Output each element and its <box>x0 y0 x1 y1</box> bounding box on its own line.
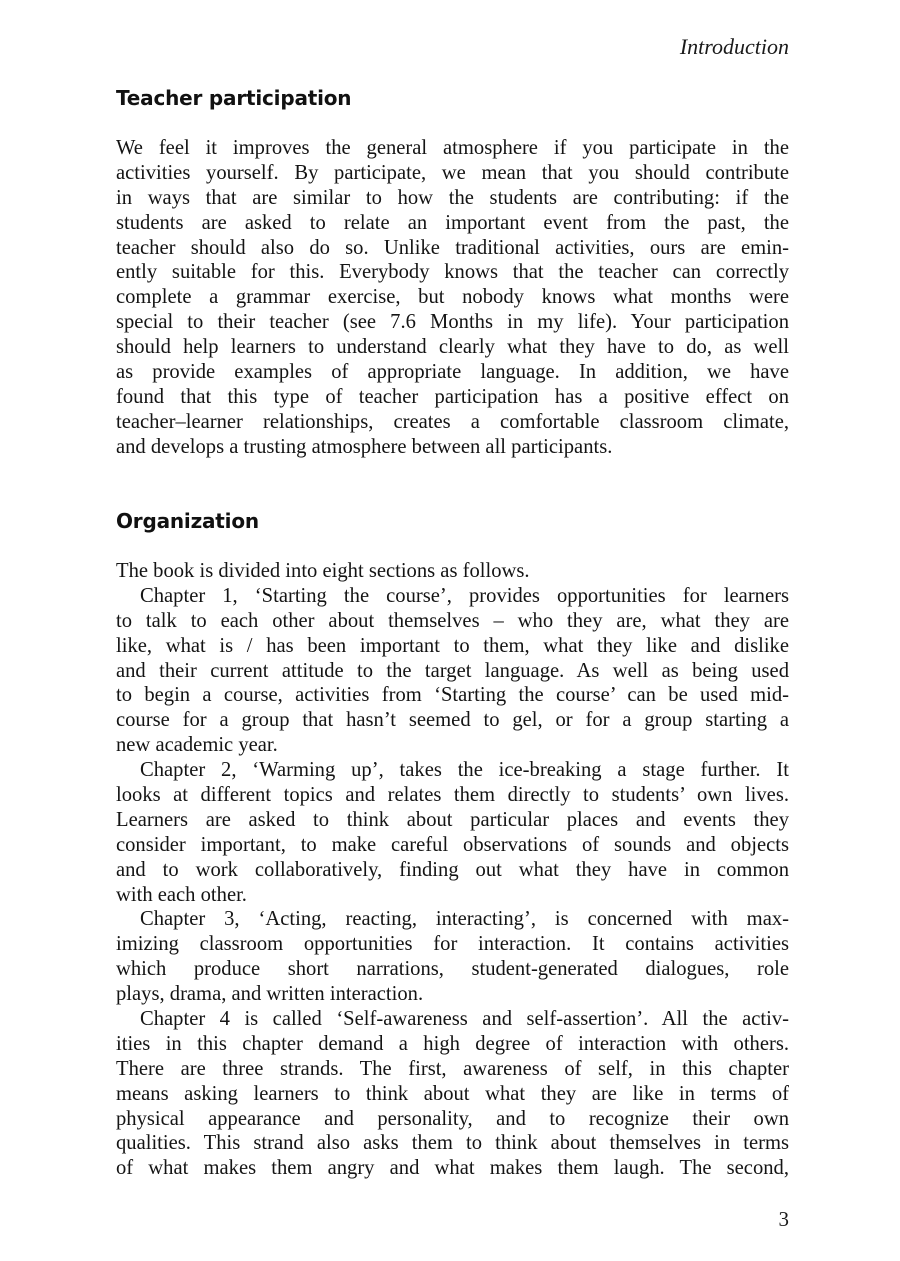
text-line: qualities. This strand also asks them to think about themselves in terms <box>116 1132 789 1155</box>
organization-body <box>116 559 789 1181</box>
text-line: Chapter 2, ‘Warming up’, takes the ice-breaking a stage further. It <box>140 759 789 782</box>
page-number: 3 <box>778 1207 789 1231</box>
text-line: Chapter 3, ‘Acting, reacting, interacting’, is concerned with max- <box>140 908 789 931</box>
teacher-participation-body <box>116 136 789 460</box>
text-line: special to their teacher (see 7.6 Months in my life). Your participation <box>116 311 789 334</box>
text-line: ities in this chapter demand a high degree of interaction with others. <box>116 1032 789 1055</box>
text-line: Learners are asked to think about particular places and events they <box>116 808 789 831</box>
text-line: in ways that are similar to how the students are contributing: if the <box>116 186 789 209</box>
running-head: Introduction <box>679 34 789 59</box>
text-line: There are three strands. The first, awareness of self, in this chapter <box>116 1057 789 1080</box>
text-line: plays, drama, and written interaction. <box>116 983 424 1006</box>
text-line: activities yourself. By participate, we mean that you should contribute <box>116 161 789 184</box>
text-line: ently suitable for this. Everybody knows that the teacher can correctly <box>116 261 789 284</box>
text-line: like, what is / has been important to them, what they like and dislike <box>116 634 789 657</box>
text-line: which produce short narrations, student-generated dialogues, role <box>116 958 789 981</box>
text-line: should help learners to understand clearly what they have to do, as well <box>116 336 789 359</box>
text-line: and develops a trusting atmosphere between all participants. <box>116 435 613 458</box>
text-line: complete a grammar exercise, but nobody knows what months were <box>116 286 789 309</box>
section-heading-teacher-participation: Teacher participation <box>116 86 352 110</box>
text-line: teacher should also do so. Unlike traditional activities, ours are emin- <box>116 236 789 259</box>
text-line: teacher–learner relationships, creates a comfortable classroom climate, <box>116 410 789 433</box>
text-line: new academic year. <box>116 734 278 757</box>
text-line: Chapter 4 is called ‘Self-awareness and self-assertion’. All the activ- <box>140 1008 789 1031</box>
text-line: imizing classroom opportunities for interaction. It contains activities <box>116 933 789 956</box>
text-line: found that this type of teacher participation has a positive effect on <box>116 385 789 408</box>
text-line: Chapter 1, ‘Starting the course’, provides opportunities for learners <box>140 584 789 607</box>
text-line: The book is divided into eight sections as follows. <box>116 560 530 582</box>
text-line: We feel it improves the general atmosphere if you participate in the <box>116 137 789 159</box>
text-line: of what makes them angry and what makes them laugh. The second, <box>116 1157 789 1180</box>
section-heading-organization: Organization <box>116 509 259 533</box>
text-line: with each other. <box>116 883 247 906</box>
text-line: as provide examples of appropriate language. In addition, we have <box>116 361 789 384</box>
text-line: looks at different topics and relates them directly to students’ own lives. <box>116 784 789 807</box>
text-line: to talk to each other about themselves – who they are, what they are <box>116 609 789 632</box>
text-line: and their current attitude to the target language. As well as being used <box>116 659 789 682</box>
text-line: course for a group that hasn’t seemed to gel, or for a group starting a <box>116 709 789 732</box>
text-line: students are asked to relate an important event from the past, the <box>116 211 789 234</box>
text-line: to begin a course, activities from ‘Starting the course’ can be used mid- <box>116 684 789 707</box>
text-line: physical appearance and personality, and to recognize their own <box>116 1107 789 1130</box>
text-line: means asking learners to think about what they are like in terms of <box>116 1082 789 1105</box>
text-line: and to work collaboratively, finding out what they have in common <box>116 858 789 881</box>
text-line: consider important, to make careful observations of sounds and objects <box>116 833 789 856</box>
